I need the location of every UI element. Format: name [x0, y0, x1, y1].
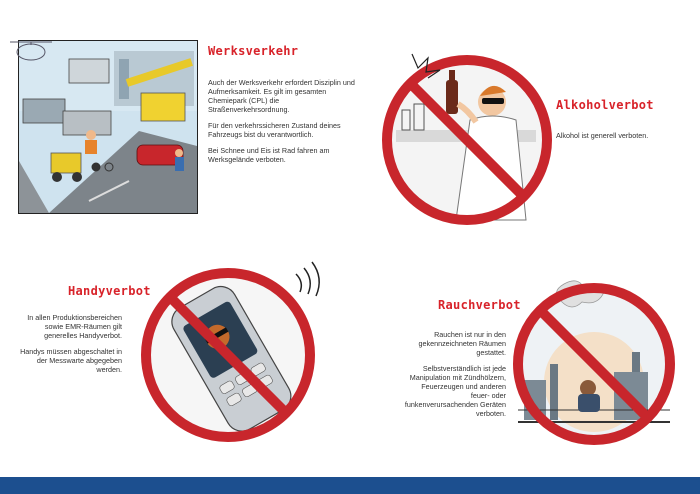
rauchverbot-paragraph-2: Selbstverständlich ist jede Manipulation mit Zündhölzern, Feuerzeugen und anderen feuer- oder funkenverursachenden Geräten verboten.: [404, 364, 506, 418]
werksverkehr-paragraph-3: Bei Schnee und Eis ist Rad fahren am Werksgelände verboten.: [208, 146, 330, 164]
handyverbot-paragraph-1: In allen Produktionsbereichen sowie EMR-Räumen gilt generelles Handyverbot.: [27, 313, 122, 340]
no-phone-sign: [128, 250, 328, 450]
werksverkehr-heading: Werksverkehr: [208, 44, 299, 58]
rauchverbot-paragraph-1: Rauchen ist nur in den gekennzeichneten Räumen gestattet.: [418, 330, 506, 357]
handyverbot-text: [18, 313, 122, 381]
footer-bar: [0, 477, 700, 494]
handyverbot-paragraph-2: Handys müssen abgeschaltet in der Messwarte abgegeben werden.: [20, 347, 122, 374]
no-smoking-sign: [504, 272, 684, 452]
werksverkehr-paragraph-2: Für den verkehrssicheren Zustand deines Fahrzeugs bist du verantwortlich.: [208, 121, 341, 139]
werksverkehr-text: [208, 78, 358, 171]
no-alcohol-sign: [372, 40, 562, 230]
alkoholverbot-heading: Alkoholverbot: [556, 98, 654, 112]
alkoholverbot-text: [556, 131, 676, 147]
handyverbot-heading: Handyverbot: [68, 284, 151, 298]
rauchverbot-heading: Rauchverbot: [438, 298, 521, 312]
werksverkehr-paragraph-1: Auch der Werksverkehr erfordert Disziplin und Aufmerksamkeit. Es gilt im gesamten Chemiepark (CPL) die Straßenverkehrsordnung.: [208, 78, 355, 114]
alkoholverbot-paragraph-1: Alkohol ist generell verboten.: [556, 131, 649, 140]
rauchverbot-text: [402, 330, 506, 425]
helicopter-icon: [6, 30, 56, 70]
